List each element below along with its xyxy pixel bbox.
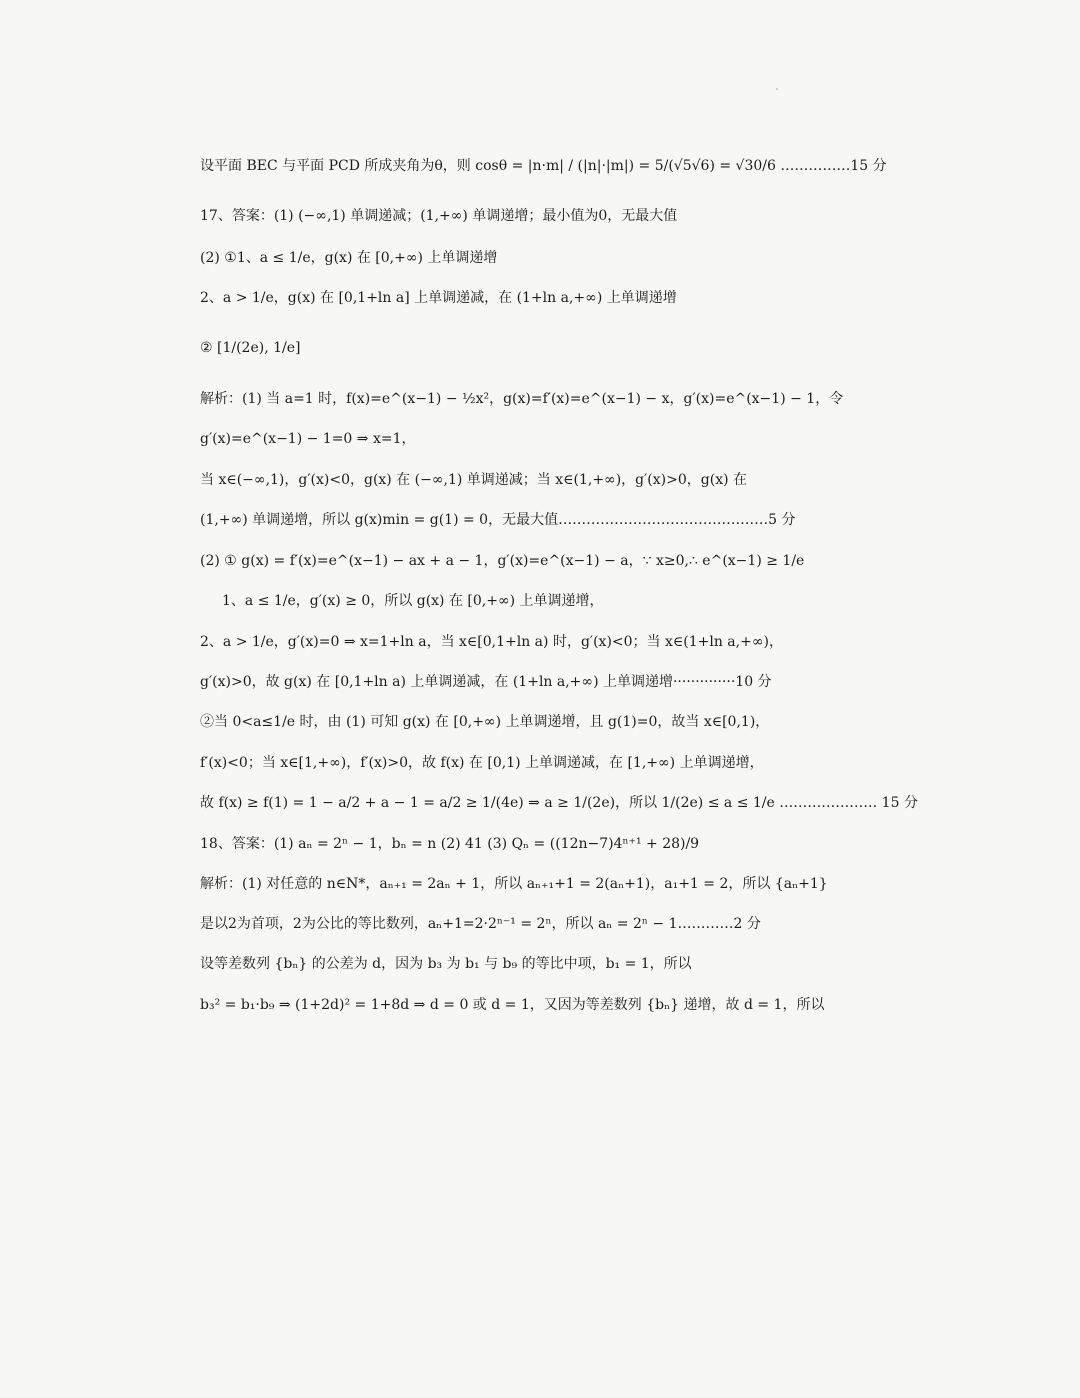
text-line: 2、a > 1/e，g(x) 在 [0,1+ln a] 上单调递减，在 (1+ln a,+∞) 上单调递增 (200, 290, 677, 306)
text-line: 当 x∈(−∞,1)，g′(x)<0，g(x) 在 (−∞,1) 单调递减；当 x∈(1,+∞)，g′(x)>0，g(x) 在 (200, 472, 747, 488)
text-line: 解析：(1) 当 a=1 时，f(x)=e^(x−1) − ½x²，g(x)=f′(x)=e^(x−1) − x，g′(x)=e^(x−1) − 1，令 (200, 391, 844, 407)
text-line: 设平面 BEC 与平面 PCD 所成夹角为θ，则 cosθ = |n·m| / (|n|·|m|) = 5/(√5√6) = √30/6 ……………15 分 (200, 158, 887, 174)
text-line: 故 f(x) ≥ f(1) = 1 − a/2 + a − 1 = a/2 ≥ 1/(4e) ⇒ a ≥ 1/(2e)，所以 1/(2e) ≤ a ≤ 1/e ………………… 15 分 (200, 795, 918, 811)
scan-speck (776, 88, 778, 90)
text-line: (2) ① g(x) = f′(x)=e^(x−1) − ax + a − 1，g′(x)=e^(x−1) − a，∵ x≥0,∴ e^(x−1) ≥ 1/e (200, 553, 805, 569)
text-line: ② [1/(2e), 1/e] (200, 340, 301, 356)
text-line: 解析：(1) 对任意的 n∈N*，aₙ₊₁ = 2aₙ + 1，所以 aₙ₊₁+1 = 2(aₙ+1)，a₁+1 = 2，所以 {aₙ+1} (200, 876, 828, 892)
text-line: 17、答案：(1) (−∞,1) 单调递减；(1,+∞) 单调递增；最小值为0，无最大值 (200, 208, 678, 224)
text-line: 18、答案：(1) aₙ = 2ⁿ − 1，bₙ = n (2) 41 (3) Qₙ = ((12n−7)4ⁿ⁺¹ + 28)/9 (200, 836, 700, 852)
text-line: f′(x)<0；当 x∈[1,+∞)，f′(x)>0，故 f(x) 在 [0,1) 上单调递减，在 [1,+∞) 上单调递增， (200, 755, 764, 771)
text-line: (2) ①1、a ≤ 1/e，g(x) 在 [0,+∞) 上单调递增 (200, 250, 498, 266)
text-line: b₃² = b₁·b₉ ⇒ (1+2d)² = 1+8d ⇒ d = 0 或 d = 1，又因为等差数列 {bₙ} 递增，故 d = 1，所以 (200, 997, 825, 1013)
text-line: ②当 0<a≤1/e 时，由 (1) 可知 g(x) 在 [0,+∞) 上单调递增，且 g(1)=0，故当 x∈[0,1)， (200, 714, 770, 730)
text-line: g′(x)>0，故 g(x) 在 [0,1+ln a) 上单调递减，在 (1+ln a,+∞) 上单调递增··············10 分 (200, 674, 772, 690)
text-line: 2、a > 1/e，g′(x)=0 ⇒ x=1+ln a，当 x∈[0,1+ln a) 时，g′(x)<0；当 x∈(1+ln a,+∞)， (200, 634, 783, 650)
text-line: 1、a ≤ 1/e，g′(x) ≥ 0，所以 g(x) 在 [0,+∞) 上单调递增， (222, 593, 604, 609)
text-line: 设等差数列 {bₙ} 的公差为 d，因为 b₃ 为 b₁ 与 b₉ 的等比中项，b₁ = 1，所以 (200, 956, 692, 972)
text-line: 是以2为首项，2为公比的等比数列，aₙ+1=2·2ⁿ⁻¹ = 2ⁿ，所以 aₙ = 2ⁿ − 1…………2 分 (200, 916, 761, 932)
text-line: (1,+∞) 单调递增，所以 g(x)min = g(1) = 0，无最大值………………………………………5 分 (200, 512, 796, 528)
text-line: g′(x)=e^(x−1) − 1=0 ⇒ x=1， (200, 431, 416, 447)
